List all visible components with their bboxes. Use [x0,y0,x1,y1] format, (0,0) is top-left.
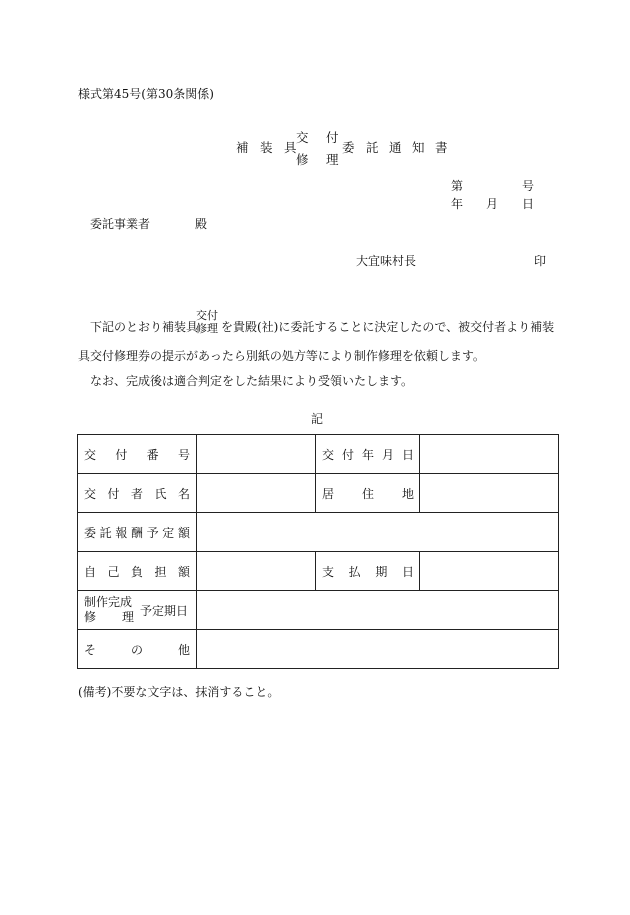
pay-date-label [316,552,420,591]
label-char: 付 [115,447,128,462]
label-char: 己 [107,564,120,579]
title-char: 託 [366,140,379,155]
table-row [78,591,559,630]
body-line1-suffix: を貴殿(社)に委託することに決定したので、被交付者より補装 [221,320,555,334]
label-char: 他 [177,642,190,657]
label-char: 氏 [154,486,167,501]
date-year: 年 [451,197,464,211]
label-char: 額 [177,564,190,579]
address-value[interactable] [420,474,559,513]
label-char: 住 [361,486,374,501]
label-char: 者 [130,486,143,501]
label-char: 理 [121,610,134,624]
label-char: 地 [401,486,414,501]
table-row [78,630,559,669]
fee-label [78,513,197,552]
label-char: 払 [348,564,361,579]
body-line1-prefix: 下記のとおり補装具 [90,320,199,334]
addressee-honorific: 殿 [195,217,208,231]
fee-value[interactable] [197,513,559,552]
body-stacked-options [196,309,218,335]
addressee-label: 委託事業者 [90,217,151,231]
label-char: 交 [84,486,97,501]
address-label [316,474,420,513]
details-table [77,434,559,669]
label-char: 定 [162,525,175,540]
table-row [78,435,559,474]
issue-date-label [316,435,420,474]
title-char: 装 [260,140,273,155]
sender-title: 大宜味村長 [356,254,417,268]
label-char: 修 [84,610,97,624]
completion-suffix: 予定期日 [140,603,189,618]
title-char: 委 [342,140,355,155]
label-char: 負 [130,564,143,579]
other-value[interactable] [197,630,559,669]
completion-stack [84,595,134,625]
label-char: 期 [375,564,388,579]
title-lower-char: 修 [296,152,309,167]
issue-date-value[interactable] [420,435,559,474]
body-stack-lower: 修理 [196,322,218,335]
label-char: 号 [177,447,190,462]
label-char: 付 [341,447,354,462]
label-char: 日 [401,564,414,579]
label-char: の [130,642,143,657]
remarks-note: (備考)不要な文字は、抹消すること。 [78,685,280,699]
body-line2: 具交付修理券の提示があったら別紙の処方等により制作修理を依頼します。 [78,349,485,363]
doc-number-go: 号 [522,179,535,193]
issue-number-value[interactable] [197,435,316,474]
title-char: 具 [284,140,297,155]
title-char: 知 [412,140,425,155]
recipient-name-value[interactable] [197,474,316,513]
pay-date-value[interactable] [420,552,559,591]
label-char: 年 [361,447,374,462]
label-char: 月 [381,447,394,462]
date-month: 月 [486,197,499,211]
label-char: 委 [84,525,97,540]
body-line3: なお、完成後は適合判定をした結果により受領いたします。 [90,374,414,388]
label-char: 居 [322,486,335,501]
label-char: 自 [84,564,97,579]
title-upper-char: 付 [326,130,339,145]
recipient-name-label [78,474,197,513]
seal-mark: 印 [534,254,547,268]
body-stack-upper: 交付 [196,309,218,322]
label-char: 報 [115,525,128,540]
completion-date-value[interactable] [197,591,559,630]
title-lower-char: 理 [326,152,339,167]
completion-date-label [78,591,197,630]
label-char: 支 [322,564,335,579]
title-char: 書 [435,140,448,155]
other-label [78,630,197,669]
label-char: 交 [84,447,97,462]
label-char: 付 [107,486,120,501]
issue-number-label [78,435,197,474]
label-char: 託 [99,525,112,540]
table-row [78,474,559,513]
label-char: 担 [154,564,167,579]
label-char: 番 [146,447,159,462]
form-number: 様式第45号(第30条関係) [78,87,214,101]
ki-heading: 記 [311,412,324,426]
title-char: 通 [389,140,402,155]
self-pay-label [78,552,197,591]
date-day: 日 [522,197,535,211]
doc-number-dai: 第 [451,179,464,193]
table-row [78,552,559,591]
label-char: 交 [322,447,335,462]
label-char: そ [84,642,97,657]
label-char: 予 [146,525,159,540]
label-char: 酬 [130,525,143,540]
label-char: 名 [177,486,190,501]
label-char: 額 [177,525,190,540]
self-pay-value[interactable] [197,552,316,591]
title-char: 補 [236,140,249,155]
title-upper-char: 交 [296,130,309,145]
table-row [78,513,559,552]
label-char: 日 [401,447,414,462]
completion-upper: 制作完成 [84,595,133,609]
